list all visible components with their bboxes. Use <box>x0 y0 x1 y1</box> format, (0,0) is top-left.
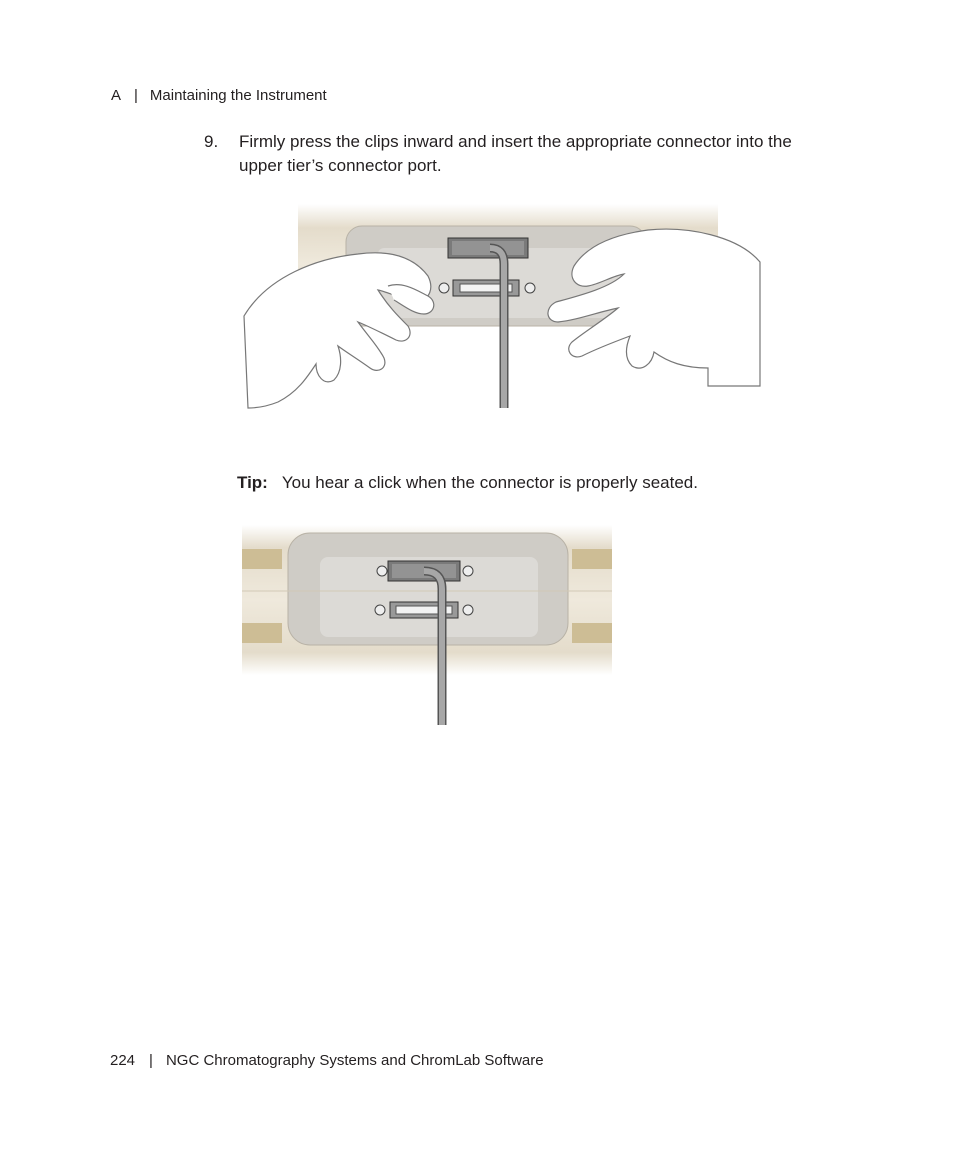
header-separator: | <box>134 87 138 104</box>
tip-note <box>237 473 698 493</box>
figure-hands-inserting-connector <box>238 196 764 412</box>
upper-connector <box>448 238 528 258</box>
page-header <box>111 87 327 104</box>
step-text: Firmly press the clips inward and insert the appropriate connector into the upper tier’s connector port. <box>239 132 792 175</box>
chapter-letter: A <box>111 87 122 104</box>
tip-label: Tip: <box>237 473 268 492</box>
document-title: NGC Chromatography Systems and ChromLab Software <box>165 1052 544 1069</box>
left-hand <box>244 253 434 408</box>
figure-connector-seated <box>238 519 616 729</box>
tip-text: You hear a click when the connector is properly seated. <box>281 473 698 492</box>
step-number: 9. <box>204 132 219 151</box>
page-footer <box>110 1052 544 1069</box>
footer-separator: | <box>149 1052 153 1069</box>
page-number: 224 <box>110 1052 136 1069</box>
chapter-title: Maintaining the Instrument <box>149 87 327 104</box>
lower-connector-port <box>375 602 473 618</box>
